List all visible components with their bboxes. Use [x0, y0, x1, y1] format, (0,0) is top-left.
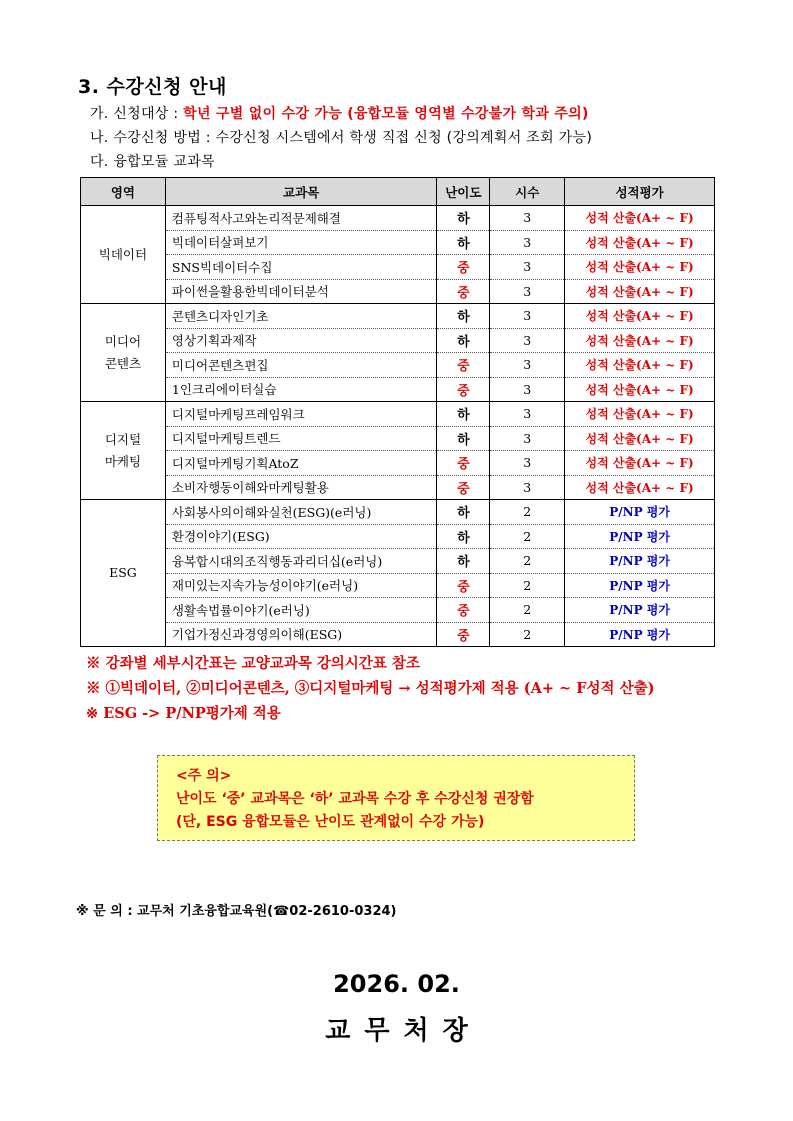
table-row [81, 230, 715, 255]
grading-cell: P/NP 평가 [565, 524, 715, 549]
grading-cell: 성적 산출(A+ ~ F) [565, 279, 715, 304]
caution-line-1: 난이도 ‘중’ 교과목은 ‘하’ 교과목 수강 후 수강신청 권장함 [176, 791, 534, 807]
difficulty-cell: 중 [437, 377, 490, 402]
difficulty-cell: 중 [437, 353, 490, 378]
table-row [81, 328, 715, 353]
hours-cell: 3 [490, 475, 565, 500]
note-grading: ※ ①빅데이터, ②미디어콘텐츠, ③디지털마케팅 → 성적평가제 적용 (A+ ~ F성적 산출) [86, 680, 655, 697]
course-name: 사회봉사의이해와실천(ESG)(e러닝) [165, 500, 437, 525]
hours-cell: 3 [490, 206, 565, 231]
table-row [81, 426, 715, 451]
course-name: 디지털마케팅기획AtoZ [165, 451, 437, 476]
grading-cell: P/NP 평가 [565, 622, 715, 647]
caution-title: <주 의> [176, 768, 232, 784]
table-header-row [81, 178, 715, 206]
course-name: 생활속법률이야기(e러닝) [165, 598, 437, 623]
signer: 교무처장 [325, 1016, 482, 1046]
hours-cell: 2 [490, 622, 565, 647]
hours-cell: 3 [490, 426, 565, 451]
table-row [81, 279, 715, 304]
grading-cell: 성적 산출(A+ ~ F) [565, 377, 715, 402]
hours-cell: 2 [490, 500, 565, 525]
grading-cell: 성적 산출(A+ ~ F) [565, 475, 715, 500]
area-cell [81, 206, 166, 304]
difficulty-cell: 중 [437, 255, 490, 280]
table-row [81, 451, 715, 476]
table-row [81, 475, 715, 500]
hours-cell: 3 [490, 279, 565, 304]
header-area: 영역 [81, 178, 166, 206]
table-row [81, 402, 715, 427]
table-row [81, 573, 715, 598]
grading-cell: P/NP 평가 [565, 500, 715, 525]
course-name: 1인크리에이터실습 [165, 377, 437, 402]
course-name: 융복합시대의조직행동과리더십(e러닝) [165, 549, 437, 574]
module-line: 다. 융합모듈 교과목 [90, 154, 215, 170]
course-name: 디지털마케팅트렌드 [165, 426, 437, 451]
course-name: 기업가정신과경영의이해(ESG) [165, 622, 437, 647]
difficulty-cell: 하 [437, 426, 490, 451]
course-name: 미디어콘텐츠편집 [165, 353, 437, 378]
method-line: 나. 수강신청 방법 : 수강신청 시스템에서 학생 직접 신청 (강의계획서 조회 가능) [90, 130, 593, 146]
table-row [81, 206, 715, 231]
hours-cell: 3 [490, 402, 565, 427]
note-timetable: ※ 강좌별 세부시간표는 교양교과목 강의시간표 참조 [86, 655, 420, 672]
grading-cell: P/NP 평가 [565, 549, 715, 574]
area-label: 미디어 [104, 333, 142, 349]
difficulty-cell: 하 [437, 500, 490, 525]
target-line [90, 103, 589, 123]
area-label: 빅데이터 [98, 246, 148, 262]
difficulty-cell: 하 [437, 524, 490, 549]
table-row [81, 598, 715, 623]
course-name: SNS빅데이터수집 [165, 255, 437, 280]
difficulty-cell: 중 [437, 598, 490, 623]
caution-box [157, 755, 635, 841]
header-course: 교과목 [165, 178, 437, 206]
hours-cell: 3 [490, 304, 565, 329]
course-name: 빅데이터살펴보기 [165, 230, 437, 255]
difficulty-cell: 하 [437, 402, 490, 427]
difficulty-cell: 중 [437, 451, 490, 476]
course-name: 디지털마케팅프레임워크 [165, 402, 437, 427]
grading-cell: 성적 산출(A+ ~ F) [565, 230, 715, 255]
table-row [81, 255, 715, 280]
hours-cell: 3 [490, 451, 565, 476]
difficulty-cell: 하 [437, 549, 490, 574]
course-name: 환경이야기(ESG) [165, 524, 437, 549]
area-label: ESG [109, 565, 137, 580]
difficulty-cell: 중 [437, 622, 490, 647]
hours-cell: 2 [490, 524, 565, 549]
table-row [81, 524, 715, 549]
section-title: 3. 수강신청 안내 [78, 76, 227, 98]
target-label: 가. 신청대상 : [90, 106, 184, 122]
hours-cell: 2 [490, 573, 565, 598]
header-hours: 시수 [490, 178, 565, 206]
course-name: 소비자행동이해와마케팅활용 [165, 475, 437, 500]
hours-cell: 2 [490, 598, 565, 623]
table-row [81, 622, 715, 647]
hours-cell: 3 [490, 255, 565, 280]
course-name: 파이썬을활용한빅데이터분석 [165, 279, 437, 304]
grading-cell: P/NP 평가 [565, 598, 715, 623]
inquiry-contact: ※ 문 의 : 교무처 기초융합교육원(☎02-2610-0324) [76, 904, 397, 919]
difficulty-cell: 중 [437, 279, 490, 304]
area-cell [81, 402, 166, 500]
hours-cell: 3 [490, 377, 565, 402]
header-grading: 성적평가 [565, 178, 715, 206]
grading-cell: P/NP 평가 [565, 573, 715, 598]
table-row [81, 549, 715, 574]
table-row [81, 377, 715, 402]
difficulty-cell: 중 [437, 475, 490, 500]
difficulty-cell: 하 [437, 328, 490, 353]
issue-date: 2026. 02. [333, 970, 460, 998]
course-name: 재미있는지속가능성이야기(e러닝) [165, 573, 437, 598]
grading-cell: 성적 산출(A+ ~ F) [565, 304, 715, 329]
header-difficulty: 난이도 [437, 178, 490, 206]
grading-cell: 성적 산출(A+ ~ F) [565, 353, 715, 378]
caution-line-2: (단, ESG 융합모듈은 난이도 관계없이 수강 가능) [176, 814, 485, 830]
table-row [81, 500, 715, 525]
table-row [81, 353, 715, 378]
note-esg: ※ ESG -> P/NP평가제 적용 [86, 705, 281, 722]
target-highlight: 학년 구별 없이 수강 가능 (융합모듈 영역별 수강불가 학과 주의) [183, 106, 589, 122]
area-label: 마케팅 [104, 453, 142, 469]
grading-cell: 성적 산출(A+ ~ F) [565, 426, 715, 451]
course-table [80, 177, 715, 647]
area-cell [81, 304, 166, 402]
grading-cell: 성적 산출(A+ ~ F) [565, 255, 715, 280]
difficulty-cell: 하 [437, 304, 490, 329]
difficulty-cell: 중 [437, 573, 490, 598]
grading-cell: 성적 산출(A+ ~ F) [565, 328, 715, 353]
hours-cell: 2 [490, 549, 565, 574]
difficulty-cell: 하 [437, 230, 490, 255]
course-name: 콘텐츠디자인기초 [165, 304, 437, 329]
hours-cell: 3 [490, 230, 565, 255]
grading-cell: 성적 산출(A+ ~ F) [565, 402, 715, 427]
area-label: 디지털 [104, 431, 142, 447]
table-row [81, 304, 715, 329]
grading-cell: 성적 산출(A+ ~ F) [565, 451, 715, 476]
difficulty-cell: 하 [437, 206, 490, 231]
area-cell [81, 500, 166, 647]
hours-cell: 3 [490, 353, 565, 378]
course-name: 영상기획과제작 [165, 328, 437, 353]
grading-cell: 성적 산출(A+ ~ F) [565, 206, 715, 231]
hours-cell: 3 [490, 328, 565, 353]
course-name: 컴퓨팅적사고와논리적문제해결 [165, 206, 437, 231]
area-label: 콘텐츠 [104, 355, 142, 371]
